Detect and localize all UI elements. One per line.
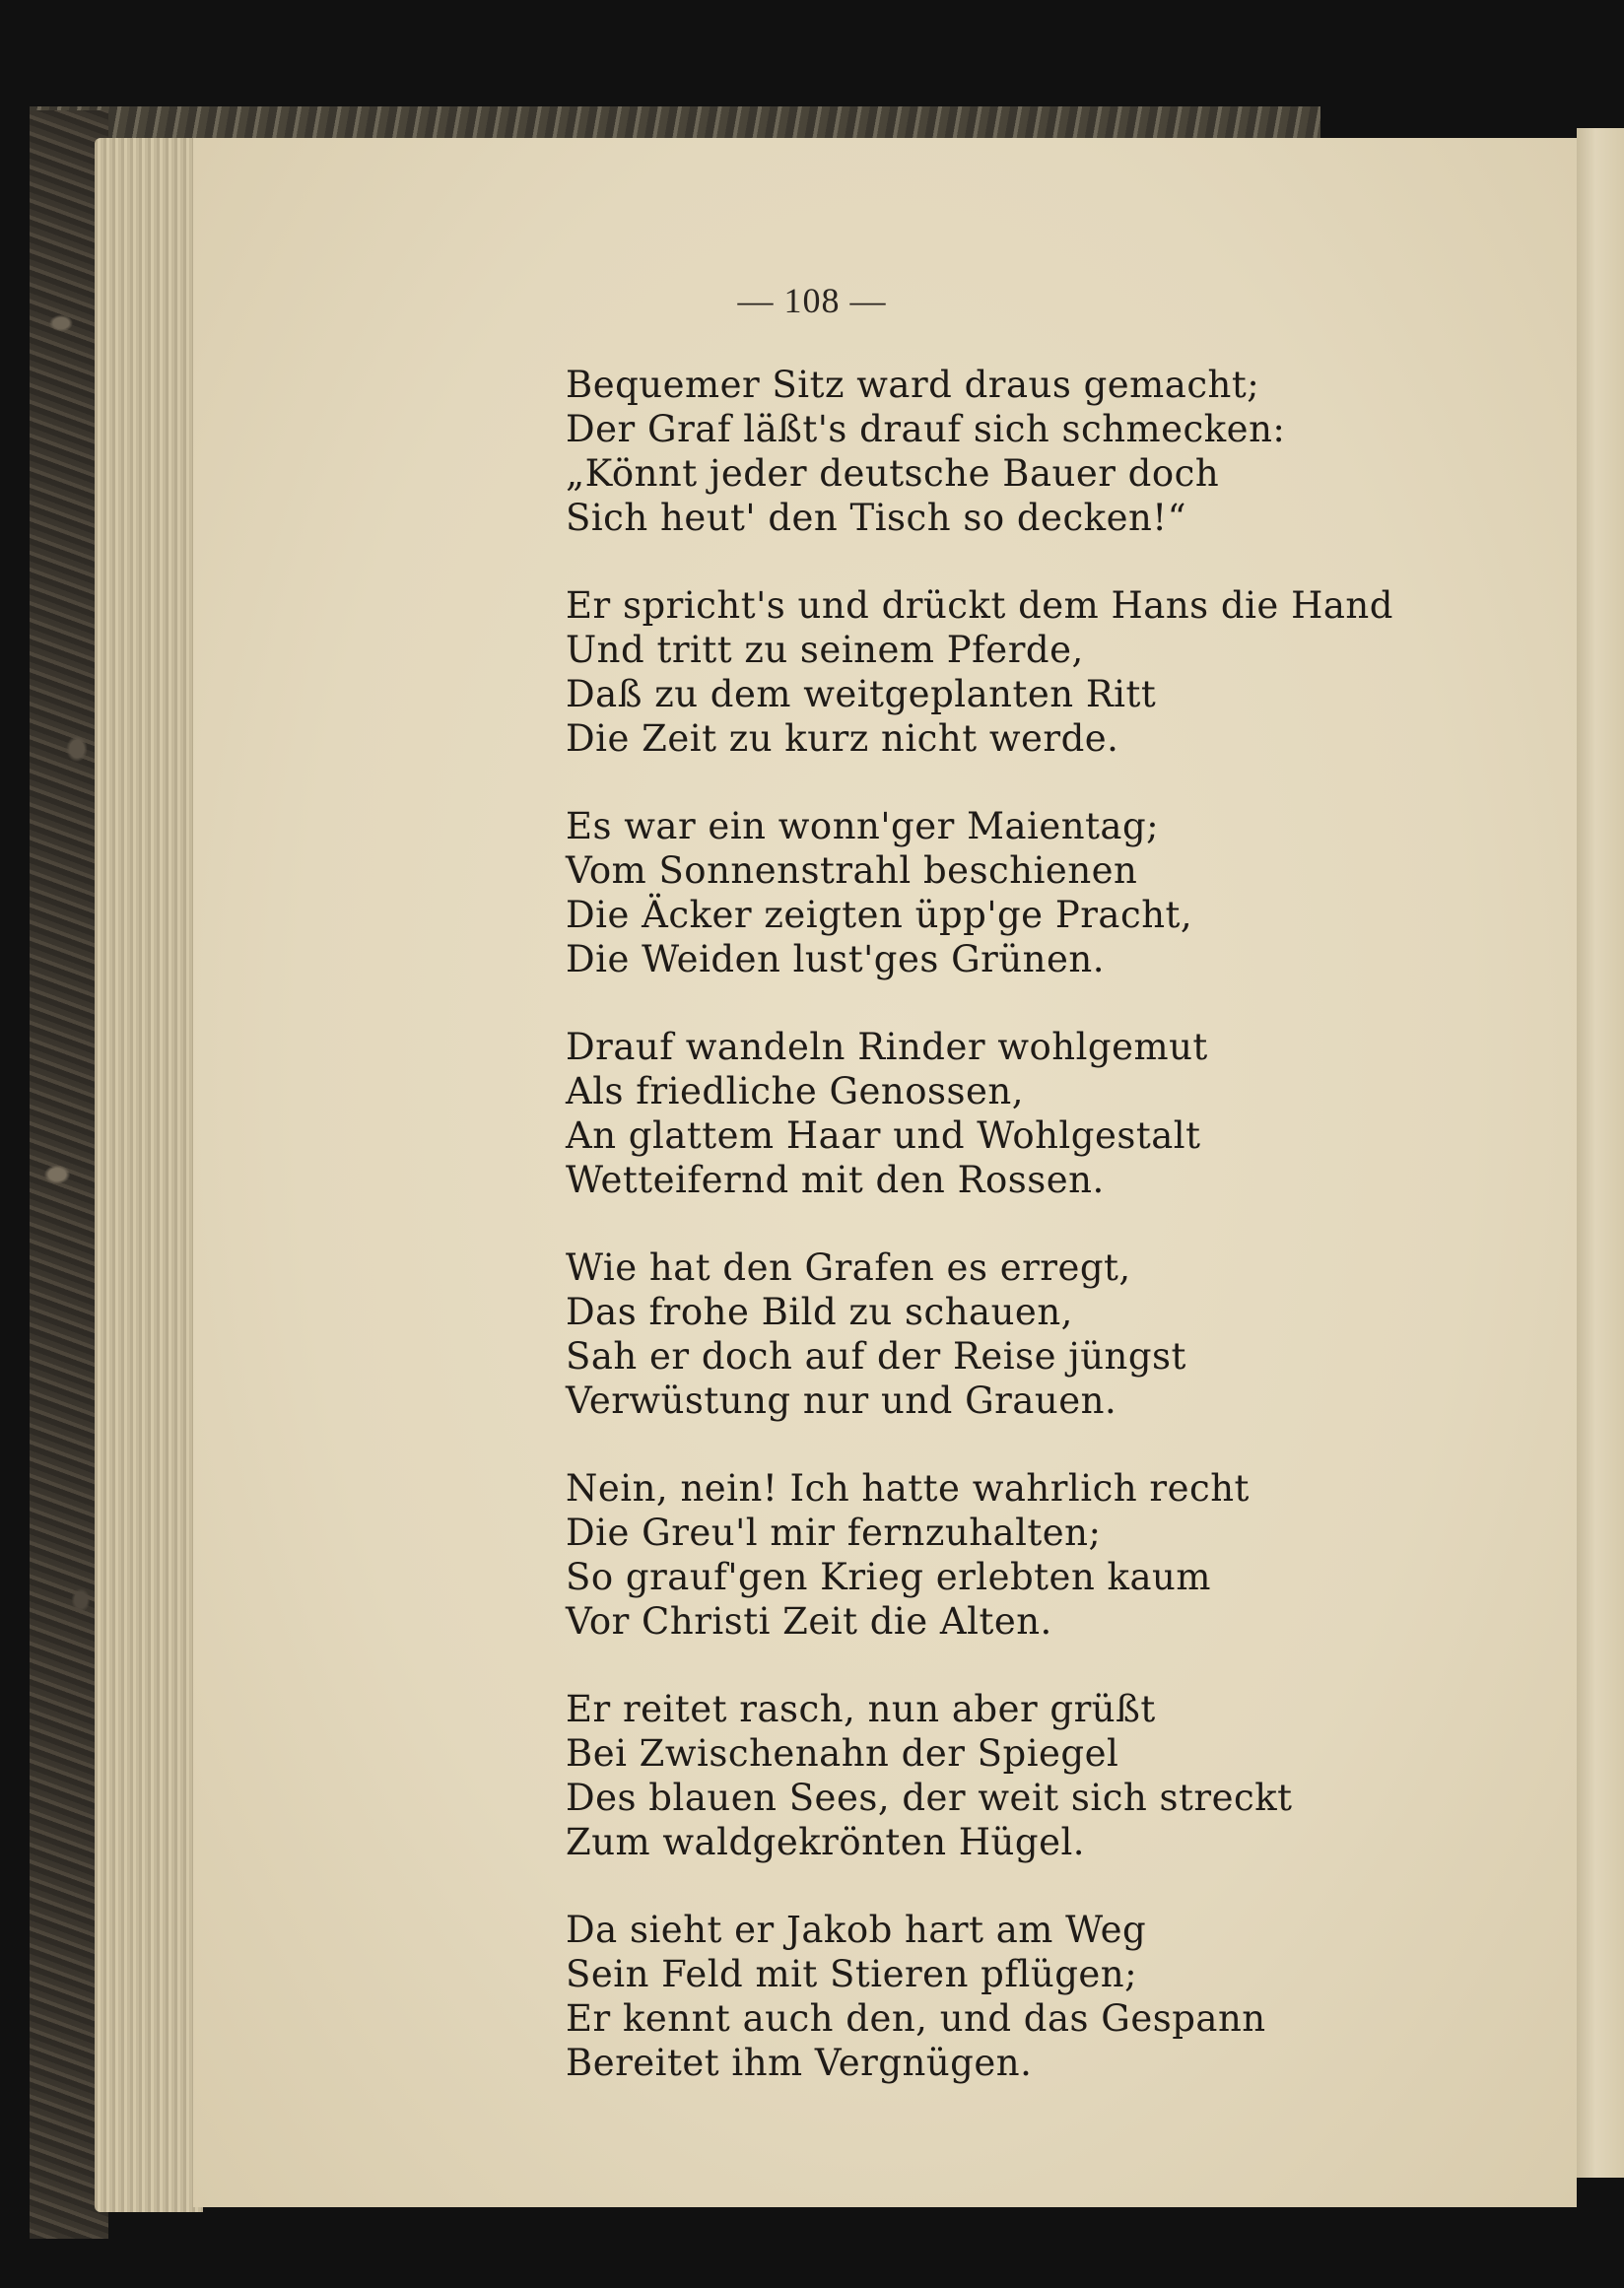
verse-line: Das frohe Bild zu schauen, bbox=[566, 1291, 1073, 1333]
verse-line: Bereitet ihm Vergnügen. bbox=[566, 2042, 1033, 2084]
verse-line: Die Weiden lust'ges Grünen. bbox=[566, 938, 1105, 980]
verse-line: Verwüstung nur und Grauen. bbox=[566, 1380, 1117, 1422]
verse-line: Er kennt auch den, und das Gespann bbox=[566, 1997, 1266, 2040]
verse-line: Daß zu dem weitgeplanten Ritt bbox=[566, 673, 1157, 715]
verse-line: Die Äcker zeigten üpp'ge Pracht, bbox=[566, 894, 1193, 936]
verse-line: Der Graf läßt's drauf sich schmecken: bbox=[566, 408, 1286, 450]
verse-line: Vor Christi Zeit die Alten. bbox=[566, 1600, 1052, 1643]
verse-line: Sein Feld mit Stieren pflügen; bbox=[566, 1953, 1138, 1995]
verse-line: Nein, nein! Ich hatte wahrlich recht bbox=[566, 1467, 1250, 1510]
verse-line: Vom Sonnenstrahl beschienen bbox=[566, 849, 1138, 892]
stanza bbox=[566, 1687, 1354, 1864]
verse-line: Er reitet rasch, nun aber grüßt bbox=[566, 1688, 1156, 1730]
verse-line: An glattem Haar und Wohlgestalt bbox=[566, 1114, 1201, 1157]
verse-line: Und tritt zu seinem Pferde, bbox=[566, 629, 1084, 671]
verse-line: Drauf wandeln Rinder wohlgemut bbox=[566, 1026, 1208, 1068]
stanza bbox=[566, 804, 1354, 981]
page-block-edges bbox=[95, 138, 203, 2212]
verse-line: Des blauen Sees, der weit sich streckt bbox=[566, 1777, 1293, 1819]
verse-line: Sah er doch auf der Reise jüngst bbox=[566, 1335, 1186, 1378]
verse-line: Da sieht er Jakob hart am Weg bbox=[566, 1909, 1147, 1951]
verse-line: Sich heut' den Tisch so decken!“ bbox=[566, 497, 1187, 539]
poem bbox=[566, 363, 1393, 2128]
page-number: — 108 — bbox=[737, 281, 887, 320]
verse-line: Die Zeit zu kurz nicht werde. bbox=[566, 717, 1119, 760]
stanza bbox=[566, 1245, 1354, 1423]
verse-line: Bei Zwischenahn der Spiegel bbox=[566, 1732, 1119, 1775]
next-page-edge bbox=[1577, 128, 1624, 2178]
verse-line: „Könnt jeder deutsche Bauer doch bbox=[566, 452, 1220, 495]
stanza bbox=[566, 1908, 1354, 2085]
verse-line: Er spricht's und drückt dem Hans die Hand bbox=[566, 584, 1393, 627]
verse-line: Als friedliche Genossen, bbox=[566, 1070, 1024, 1112]
stanza bbox=[566, 583, 1393, 761]
verse-line: Es war ein wonn'ger Maientag; bbox=[566, 805, 1160, 847]
stanza bbox=[566, 1466, 1354, 1644]
stanza bbox=[566, 1025, 1354, 1202]
verse-line: Wie hat den Grafen es erregt, bbox=[566, 1246, 1131, 1289]
verse-line: Bequemer Sitz ward draus gemacht; bbox=[566, 364, 1260, 406]
verse-line: Die Greu'l mir fernzuhalten; bbox=[566, 1512, 1102, 1554]
verse-line: Zum waldgekrönten Hügel. bbox=[566, 1821, 1086, 1863]
stanza bbox=[566, 363, 1354, 540]
book-cover-top bbox=[30, 106, 1320, 142]
verse-line: Wetteifernd mit den Rossen. bbox=[566, 1159, 1105, 1201]
verse-line: So grauf'gen Krieg erlebten kaum bbox=[566, 1556, 1211, 1598]
